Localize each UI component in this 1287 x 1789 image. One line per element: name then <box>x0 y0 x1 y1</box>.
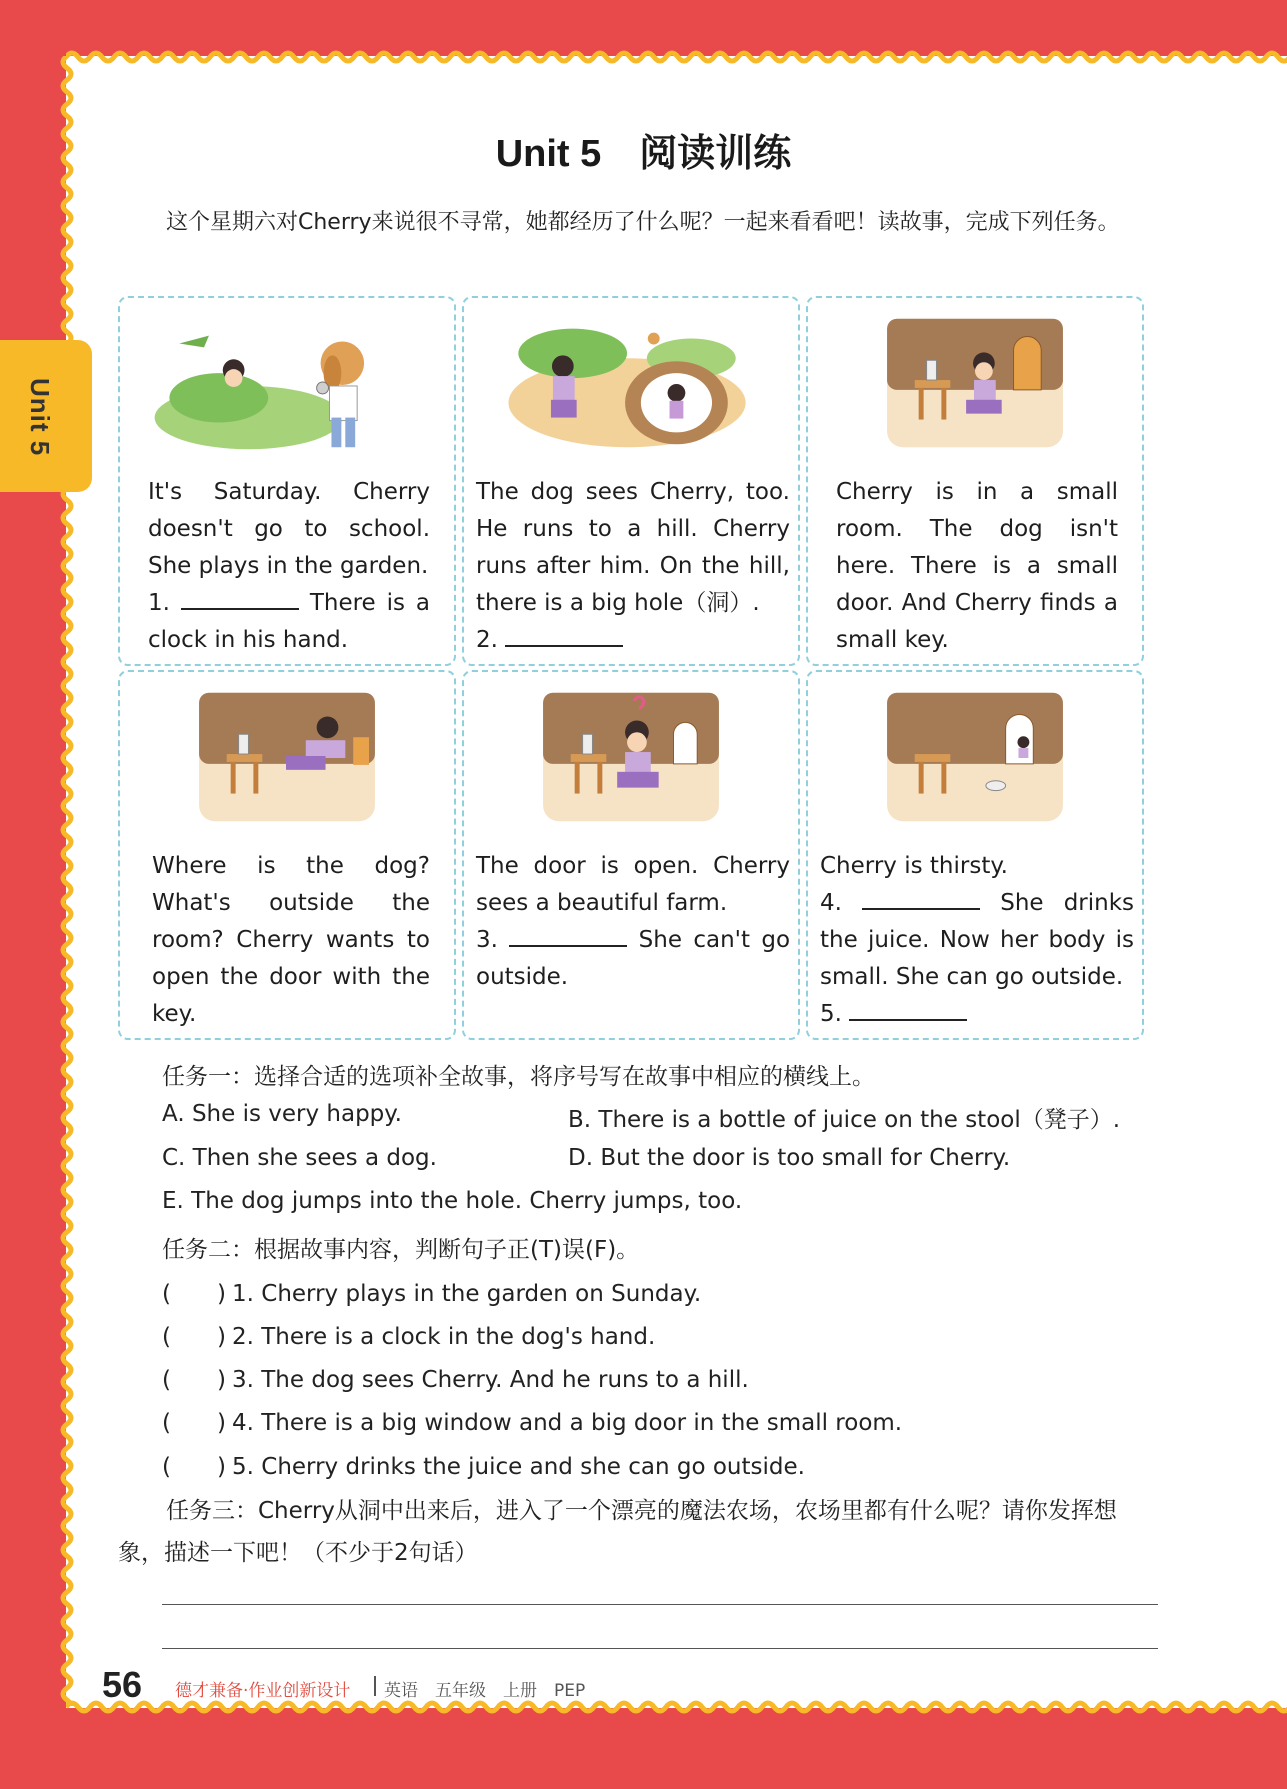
tf-item-3 <box>162 1361 749 1394</box>
intro-paragraph: 这个星期六对Cherry来说很不寻常，她都经历了什么呢？一起来看看吧！读故事，完成下列任务。 <box>166 210 1120 235</box>
option-c: C. Then she sees a dog. <box>162 1145 437 1171</box>
writing-line-1[interactable] <box>162 1604 1158 1605</box>
blank-number-3: 3. <box>476 927 498 953</box>
story-card-5-after: She can't go outside. <box>476 927 791 990</box>
story-card-2-text <box>476 474 790 659</box>
blank-number-4: 4. <box>820 890 842 916</box>
story-card-1-after: There is a clock in his hand. <box>148 590 431 653</box>
tf-item-4 <box>162 1404 902 1437</box>
story-card-3-text <box>836 474 1118 659</box>
tf-item-1-text: 1. Cherry plays in the garden on Sunday. <box>232 1281 702 1307</box>
task2-heading: 任务二：根据故事内容，判断句子正(T)误(F)。 <box>162 1237 640 1263</box>
story-card-2-body: The dog sees Cherry, too. He runs to a hill. Cherry runs after him. On the hill, there is a big hole（洞）. <box>476 479 790 616</box>
tf-answer-box-4[interactable]: ( ) <box>162 1410 226 1436</box>
option-a: A. She is very happy. <box>162 1101 402 1127</box>
unit-side-tab <box>0 340 92 492</box>
footer-book-info: 英语 五年级 上册 PEP <box>384 1681 586 1701</box>
tf-item-3-text: 3. The dog sees Cherry. And he runs to a hill. <box>232 1367 749 1393</box>
story-card-1-text <box>148 474 430 659</box>
illustration-drink-juice <box>808 682 1142 832</box>
story-card-4 <box>118 670 456 1040</box>
story-card-5 <box>462 670 800 1040</box>
story-card-6-after: She drinks the juice. Now her body is small. She can go outside. <box>820 890 1135 990</box>
story-card-5-text <box>476 848 790 996</box>
story-card-6-body: Cherry is thirsty. <box>820 853 1008 879</box>
story-card-1-body: It's Saturday. Cherry doesn't go to school. She plays in the garden. <box>148 479 430 579</box>
tf-answer-box-1[interactable]: ( ) <box>162 1281 226 1307</box>
tf-item-2-text: 2. There is a clock in the dog's hand. <box>232 1324 656 1350</box>
unit-side-tab-label: Unit 5 <box>25 378 55 457</box>
story-card-3 <box>806 296 1144 666</box>
tf-item-2 <box>162 1318 655 1351</box>
story-card-3-body: Cherry is in a small room. The dog isn't here. There is a small door. And Cherry finds a small key. <box>836 479 1118 653</box>
option-e: E. The dog jumps into the hole. Cherry jumps, too. <box>162 1188 743 1214</box>
story-card-6 <box>806 670 1144 1040</box>
writing-line-2[interactable] <box>162 1648 1158 1649</box>
option-b: B. There is a bottle of juice on the stool（凳子）. <box>568 1107 1121 1133</box>
tf-answer-box-5[interactable]: ( ) <box>162 1454 226 1480</box>
footer-divider <box>374 1676 376 1696</box>
page-number: 56 <box>102 1664 143 1705</box>
page-title: Unit 5 阅读训练 <box>495 133 792 175</box>
option-d: D. But the door is too small for Cherry. <box>568 1145 1011 1171</box>
answer-blank-4[interactable] <box>862 886 980 910</box>
story-card-6-text <box>820 848 1134 1033</box>
story-card-4-text <box>152 848 430 1033</box>
story-card-5-body: The door is open. Cherry sees a beautiful farm. <box>476 853 790 916</box>
footer-brand: 德才兼备·作业创新设计 <box>175 1681 351 1701</box>
task3-heading: 任务三：Cherry从洞中出来后，进入了一个漂亮的魔法农场，农场里都有什么呢？请你发挥想象，描述一下吧！（不少于2句话） <box>118 1498 1117 1566</box>
illustration-key-door <box>120 682 454 832</box>
story-card-4-body: Where is the dog? What's outside the room? Cherry wants to open the door with the key. <box>152 853 430 1027</box>
illustration-garden <box>120 308 454 458</box>
blank-number-1: 1. <box>148 590 170 616</box>
tf-item-5-text: 5. Cherry drinks the juice and she can go outside. <box>232 1454 805 1480</box>
tf-item-5 <box>162 1448 805 1481</box>
answer-blank-5[interactable] <box>849 997 967 1021</box>
illustration-small-room <box>808 308 1142 458</box>
story-card-1 <box>118 296 456 666</box>
blank-number-2: 2. <box>476 627 498 653</box>
answer-blank-1[interactable] <box>181 586 299 610</box>
illustration-open-door <box>464 682 798 832</box>
blank-number-5: 5. <box>820 1001 842 1027</box>
answer-blank-2[interactable] <box>505 623 623 647</box>
story-card-2 <box>462 296 800 666</box>
tf-item-1 <box>162 1275 701 1308</box>
tf-answer-box-3[interactable]: ( ) <box>162 1367 226 1393</box>
tf-item-4-text: 4. There is a big window and a big door in the small room. <box>232 1410 903 1436</box>
tf-answer-box-2[interactable]: ( ) <box>162 1324 226 1350</box>
illustration-hole <box>464 308 798 458</box>
task1-heading: 任务一：选择合适的选项补全故事，将序号写在故事中相应的横线上。 <box>162 1064 875 1090</box>
answer-blank-3[interactable] <box>509 923 627 947</box>
